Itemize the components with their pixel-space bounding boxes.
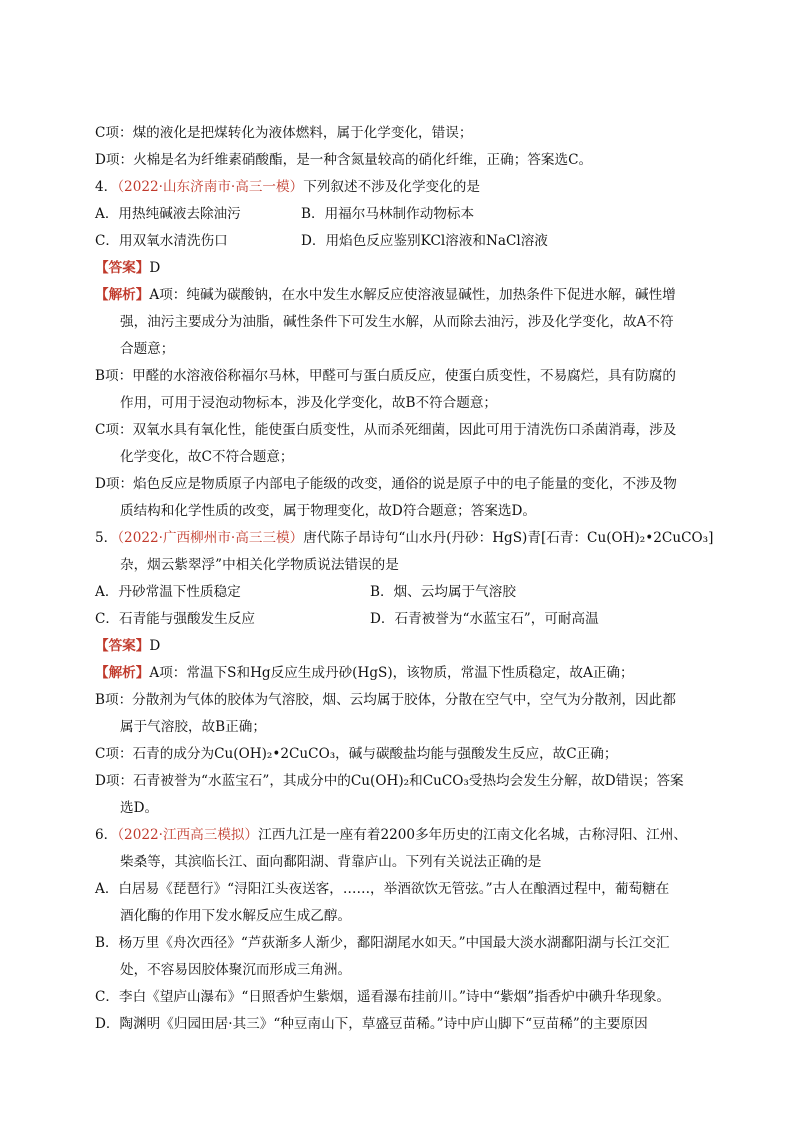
text-line: C项：双氧水具有氧化性，能使蛋白质变性，从而杀死细菌，因此可用于清洗伤口杀菌消毒，涉及 <box>95 422 677 438</box>
text-line: D项：石青被誉为“水蓝宝石”，其成分中的Cu(OH)₂和CuCO₃受热均会发生分解，故D错误；答案 <box>95 773 684 789</box>
text-line: 处，不容易因胶体聚沉而形成三角洲。 <box>120 962 352 978</box>
analysis-line <box>95 286 699 304</box>
option-a: A．丹砂常温下性质稳定 <box>95 584 241 600</box>
option-c: C．用双氧水清洗伤口 <box>95 233 228 249</box>
text-line: 选D。 <box>120 800 159 816</box>
question-text: 江西九江是一座有着2200多年历史的江南文化名城，古称浔阳、江州、 <box>258 827 687 843</box>
answer-line <box>95 637 699 655</box>
text-line: C项：煤的液化是把煤转化为液体燃料，属于化学变化，错误； <box>95 125 473 141</box>
option-c: C．李白《望庐山瀑布》“日照香炉生紫烟，遥看瀑布挂前川。”诗中“紫烟”指香炉中碘升华现象。 <box>95 989 671 1005</box>
question-source: （2022·江西高三模拟） <box>117 827 259 843</box>
text-line: 化学变化，故C不符合题意； <box>120 449 294 465</box>
option-d: D．石青被誉为“水蓝宝石”，可耐高温 <box>370 611 599 627</box>
analysis-line <box>95 664 699 682</box>
answer-line <box>95 259 699 277</box>
analysis-text: A项：纯碱为碳酸钠，在水中发生水解反应使溶液显碱性，加热条件下促进水解，碱性增 <box>149 287 676 303</box>
question-5-options-cd <box>95 610 699 628</box>
analysis-tag: 【解析】 <box>95 287 150 303</box>
question-text: 下列叙述不涉及化学变化的是 <box>303 179 480 195</box>
option-a: A．用热纯碱液去除油污 <box>95 206 241 222</box>
question-text: 唐代陈子昂诗句“山水丹(丹砂：HgS)青[石青：Cu(OH)₂•2CuCO₃] <box>303 530 714 546</box>
question-4-options-cd <box>95 232 699 250</box>
text-line: 柴桑等，其滨临长江、面向鄱阳湖、背靠庐山。下列有关说法正确的是 <box>120 854 542 870</box>
question-4-options-ab <box>95 205 699 223</box>
text-line: 属于气溶胶，故B正确； <box>120 719 266 735</box>
text-line: 合题意； <box>120 341 175 357</box>
question-number: 5． <box>95 530 118 546</box>
option-a: A．白居易《琵琶行》“浔阳江头夜送客，……，举酒欲饮无管弦。”古人在酿酒过程中，葡萄糖在 <box>95 881 670 897</box>
option-d: D．用焰色反应鉴别KCl溶液和NaCl溶液 <box>301 233 548 249</box>
analysis-tag: 【解析】 <box>95 665 150 681</box>
question-4-stem <box>95 178 699 196</box>
question-5-options-ab <box>95 583 699 601</box>
option-c: C．石青能与强酸发生反应 <box>95 611 255 627</box>
text-line: B项：分散剂为气体的胶体为气溶胶，烟、云均属于胶体，分散在空气中，空气为分散剂，因此都 <box>95 692 676 708</box>
answer-value: D <box>149 638 161 654</box>
question-6-stem <box>95 826 699 844</box>
question-number: 6． <box>95 827 118 843</box>
text-line: 作用，可用于浸泡动物标本，涉及化学变化，故B不符合题意； <box>120 395 498 411</box>
question-number: 4． <box>95 179 118 195</box>
option-b: B．杨万里《舟次西径》“芦荻渐多人渐少，鄱阳湖尾水如天。”中国最大淡水湖鄱阳湖与长江交汇 <box>95 935 670 951</box>
answer-value: D <box>149 260 161 276</box>
option-b: B．烟、云均属于气溶胶 <box>370 584 516 600</box>
answer-tag: 【答案】 <box>95 260 150 276</box>
answer-tag: 【答案】 <box>95 638 150 654</box>
question-source: （2022·山东济南市·高三一模） <box>117 179 304 195</box>
text-line: 强，油污主要成分为油脂，碱性条件下可发生水解，从而除去油污，涉及化学变化，故A不符 <box>120 314 674 330</box>
analysis-text: A项：常温下S和Hg反应生成丹砂(HgS)，该物质，常温下性质稳定，故A正确； <box>149 665 634 681</box>
text-line: 杂，烟云紫翠浮”中相关化学物质说法错误的是 <box>120 557 399 573</box>
question-5-stem <box>95 529 714 547</box>
text-line: 质结构和化学性质的改变，属于物理变化，故D符合题意；答案选D。 <box>120 503 537 519</box>
text-line: B项：甲醛的水溶液俗称福尔马林，甲醛可与蛋白质反应，使蛋白质变性，不易腐烂，具有防腐的 <box>95 368 676 384</box>
option-b: B．用福尔马林制作动物标本 <box>301 206 475 222</box>
question-source: （2022·广西柳州市·高三三模） <box>117 530 304 546</box>
text-line: C项：石青的成分为Cu(OH)₂•2CuCO₃，碱与碳酸盐均能与强酸发生反应，故C正确； <box>95 746 618 762</box>
text-line: 酒化酶的作用下发水解反应生成乙醇。 <box>120 908 352 924</box>
option-d: D．陶渊明《归园田居·其三》“种豆南山下，草盛豆苗稀。”诗中庐山脚下“豆苗稀”的主要原因 <box>95 1016 648 1032</box>
text-line: D项：火棉是名为纤维素硝酸酯，是一种含氮量较高的硝化纤维，正确；答案选C。 <box>95 152 593 168</box>
text-line: D项：焰色反应是物质原子内部电子能级的改变，通俗的说是原子中的电子能量的变化，不涉及物 <box>95 476 677 492</box>
